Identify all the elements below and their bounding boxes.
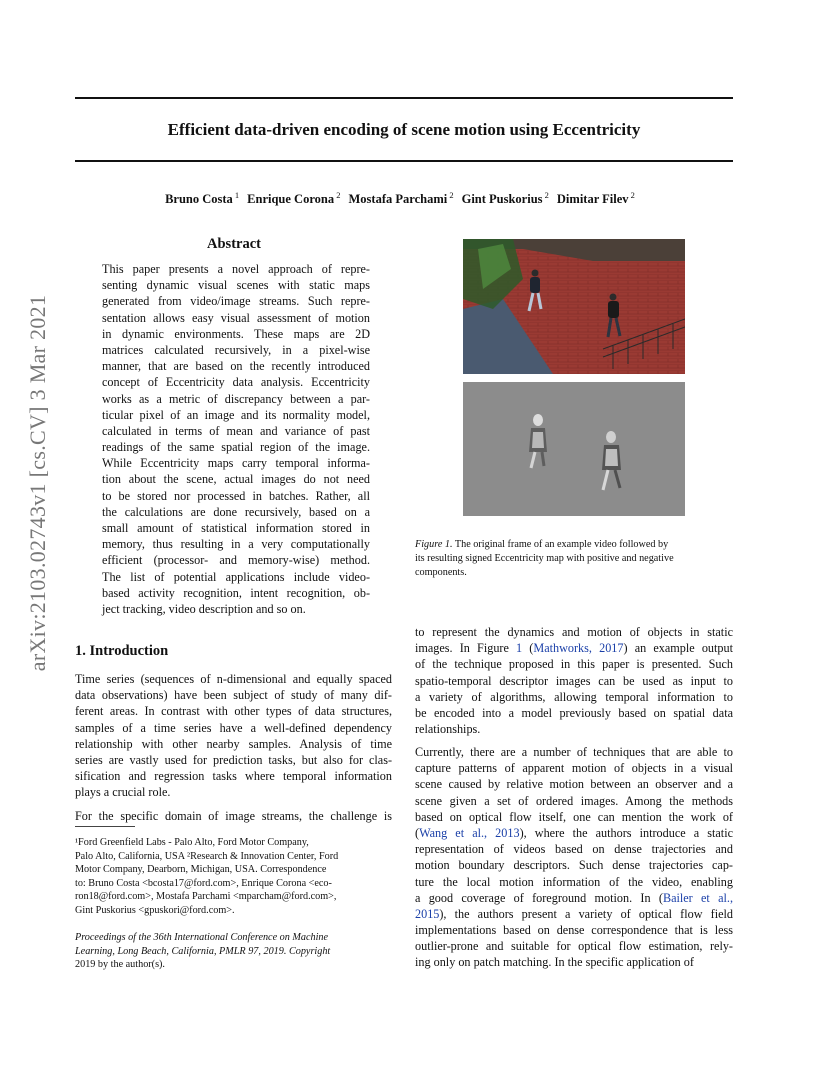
text-line: ticular pixel of an image and its normality model, [102, 407, 370, 422]
text-line: efficient (processor- and memory-wise) method. [102, 553, 370, 568]
text-line: images. In Figure 1 (Mathworks, 2017) an example output [415, 641, 733, 656]
footnote-line: Gint Puskorius <gpuskori@ford.com>. [75, 904, 235, 916]
text-line: of the technique proposed in this paper is presented. Such [415, 657, 733, 672]
author [557, 192, 635, 206]
text-line: based on optical flow itself, one can mention the work of [415, 809, 733, 824]
column2-paragraph-1 [415, 624, 733, 737]
text-line: Currently, there are a number of techniques that are able to [415, 745, 733, 759]
footnote-rule [75, 826, 135, 827]
text-line: relationship with other nearby samples. Analysis of time [75, 736, 392, 751]
arxiv-stamp-text: arXiv:2103.02743v1 [cs.CV] 3 Mar 2021 [25, 294, 50, 672]
text-line: ferent areas. In contrast with other types of data structures, [75, 704, 392, 719]
intro-paragraph-1 [75, 671, 392, 801]
text-line: based activity recognition, intent recognition, ob- [102, 585, 370, 600]
text-line: small amount of statistical information stored in [102, 521, 370, 535]
text-line: plays a crucial role. [75, 785, 171, 800]
text-line: manner, that are based on the recently introduced [102, 359, 370, 374]
caption-line: components. [415, 567, 467, 578]
text-line: implementations based on dense correspondence that is less [415, 923, 733, 938]
author-affiliation-mark: 2 [447, 190, 454, 200]
text-line: capture patterns of apparent motion of objects in a visual [415, 761, 733, 776]
author-list [75, 190, 733, 207]
title-top-rule [75, 97, 733, 99]
text-line: For the specific domain of image streams, the challenge is [75, 809, 392, 823]
text-line: a variety of algorithms, allowing temporal information to [415, 689, 733, 704]
proceedings-note [75, 931, 392, 972]
author-name: Dimitar Filev [556, 192, 629, 207]
author-name: Mostafa Parchami [348, 192, 448, 207]
text-line: works as a metric of discrepancy between a par- [102, 391, 370, 406]
intro-paragraph-2 [75, 808, 392, 824]
text-line: ture the local motion information of the video, enabling [415, 874, 733, 889]
caption-text: The original frame of an example video followed by [452, 539, 669, 550]
abstract-heading: Abstract [207, 236, 261, 252]
text-line: generated from video/image streams. Such repre- [102, 294, 370, 309]
text-line: Time series (sequences of n-dimensional and equally spaced [75, 672, 392, 686]
footnote-line: ron18@ford.com>, Mostafa Parchami <mparcham@ford.com>, [75, 891, 337, 903]
affiliation-footnote [75, 836, 392, 918]
author [462, 192, 549, 206]
figure-caption [415, 538, 733, 580]
text-line: scene caused by relative motion between an observer and a [415, 777, 733, 792]
text-line: motion boundary descriptors. Such dense trajectories cap- [415, 858, 733, 873]
text-line: senting dynamic visual scenes with static maps [102, 278, 370, 293]
text-line: ing only on patch matching. In the specific application of [415, 955, 694, 970]
text-line: scene given a set of ordered images. Among the methods [415, 793, 733, 808]
text-line: a good coverage of foreground motion. In (Bailer et al., [415, 890, 733, 905]
text-line: data observations) have been subject of study of many dif- [75, 688, 392, 703]
text-line: representation of videos based on dense trajectories and [415, 842, 733, 857]
footnote-line: to: Bruno Costa <bcosta17@ford.com>, Enrique Corona <eco- [75, 877, 332, 889]
text-line: outlier-prone and suitable for optical flow estimation, rely- [415, 939, 733, 954]
paper-title: Efficient data-driven encoding of scene motion using Eccentricity [167, 120, 641, 139]
footnote-line: ¹Ford Greenfield Labs - Palo Alto, Ford Motor Company, [75, 837, 309, 848]
author-affiliation-mark: 1 [232, 190, 240, 200]
author-affiliation-mark: 2 [542, 190, 549, 200]
proceedings-line: 2019 by the author(s). [75, 959, 165, 971]
author [349, 192, 454, 206]
author [247, 192, 340, 206]
intro-heading: 1. Introduction [75, 643, 169, 659]
text-line: series are vastly used for prediction tasks, but also for clas- [75, 752, 392, 767]
text-line: 2015), the authors present a variety of optical flow field [415, 906, 733, 921]
text-line: ject tracking, video description and so on. [102, 601, 306, 616]
caption-label: Figure 1. [415, 539, 453, 550]
text-line: sentation allows easy visual assessment of motion [102, 310, 370, 325]
author-name: Gint Puskorius [461, 192, 543, 207]
author-name: Enrique Corona [247, 192, 335, 207]
author-affiliation-mark: 2 [628, 190, 635, 200]
figure-original-frame [463, 239, 685, 374]
text-line: memory, thus resulting in a very computationally [102, 537, 370, 552]
text-line: concept of Eccentricity data analysis. Eccentricity [102, 375, 370, 390]
text-line: relationships. [415, 722, 481, 737]
author-name: Bruno Costa [165, 192, 233, 207]
proceedings-line: Proceedings of the 36th International Conference on Machine [75, 932, 329, 943]
text-line: While Eccentricity maps carry temporal informa- [102, 456, 370, 471]
caption-line: its resulting signed Eccentricity map with positive and negative [415, 553, 674, 564]
text-line: (Wang et al., 2013), where the authors introduce a static [415, 825, 733, 840]
text-line: The list of potential applications include video- [102, 569, 370, 584]
abstract-body [102, 261, 370, 617]
text-line: to be stored nor processed in batches. Rather, all [102, 488, 370, 503]
column2-paragraph-2 [415, 744, 733, 971]
text-line: tion about the scene, actual images do not need [102, 472, 370, 487]
author-affiliation-mark: 2 [334, 190, 341, 200]
text-line: calculated in terms of mean and variance of past [102, 423, 370, 438]
text-line: be encoded into a model previously based on spatial data [415, 705, 733, 720]
proceedings-line: Learning, Long Beach, California, PMLR 97, 2019. Copyright [75, 945, 331, 957]
text-line: matrices calculated recursively, in a pixel-wise [102, 342, 370, 357]
text-line: spatio-temporal descriptor images can be used as input to [415, 673, 733, 688]
title-bottom-rule [75, 160, 733, 162]
text-line: readings of the same spatial region of the image. [102, 440, 370, 455]
caption-line [415, 538, 733, 552]
footnote-line: Palo Alto, California, USA ²Research & Innovation Center, Ford [75, 850, 339, 862]
text-line: sification and regression tasks where temporal information [75, 769, 392, 784]
text-line: in dynamic environments. These maps are 2D [102, 326, 370, 341]
text-line: samples of a time series have a well-defined dependency [75, 720, 392, 735]
text-line: This paper presents a novel approach of repre- [102, 262, 370, 276]
author [165, 192, 239, 206]
figure-eccentricity-map [463, 382, 685, 516]
footnote-line: Motor Company, Dearborn, Michigan, USA. Correspondence [75, 864, 327, 876]
text-line: to represent the dynamics and motion of objects in static [415, 625, 733, 639]
text-line: the calculations are done recursively, based on a [102, 504, 370, 519]
